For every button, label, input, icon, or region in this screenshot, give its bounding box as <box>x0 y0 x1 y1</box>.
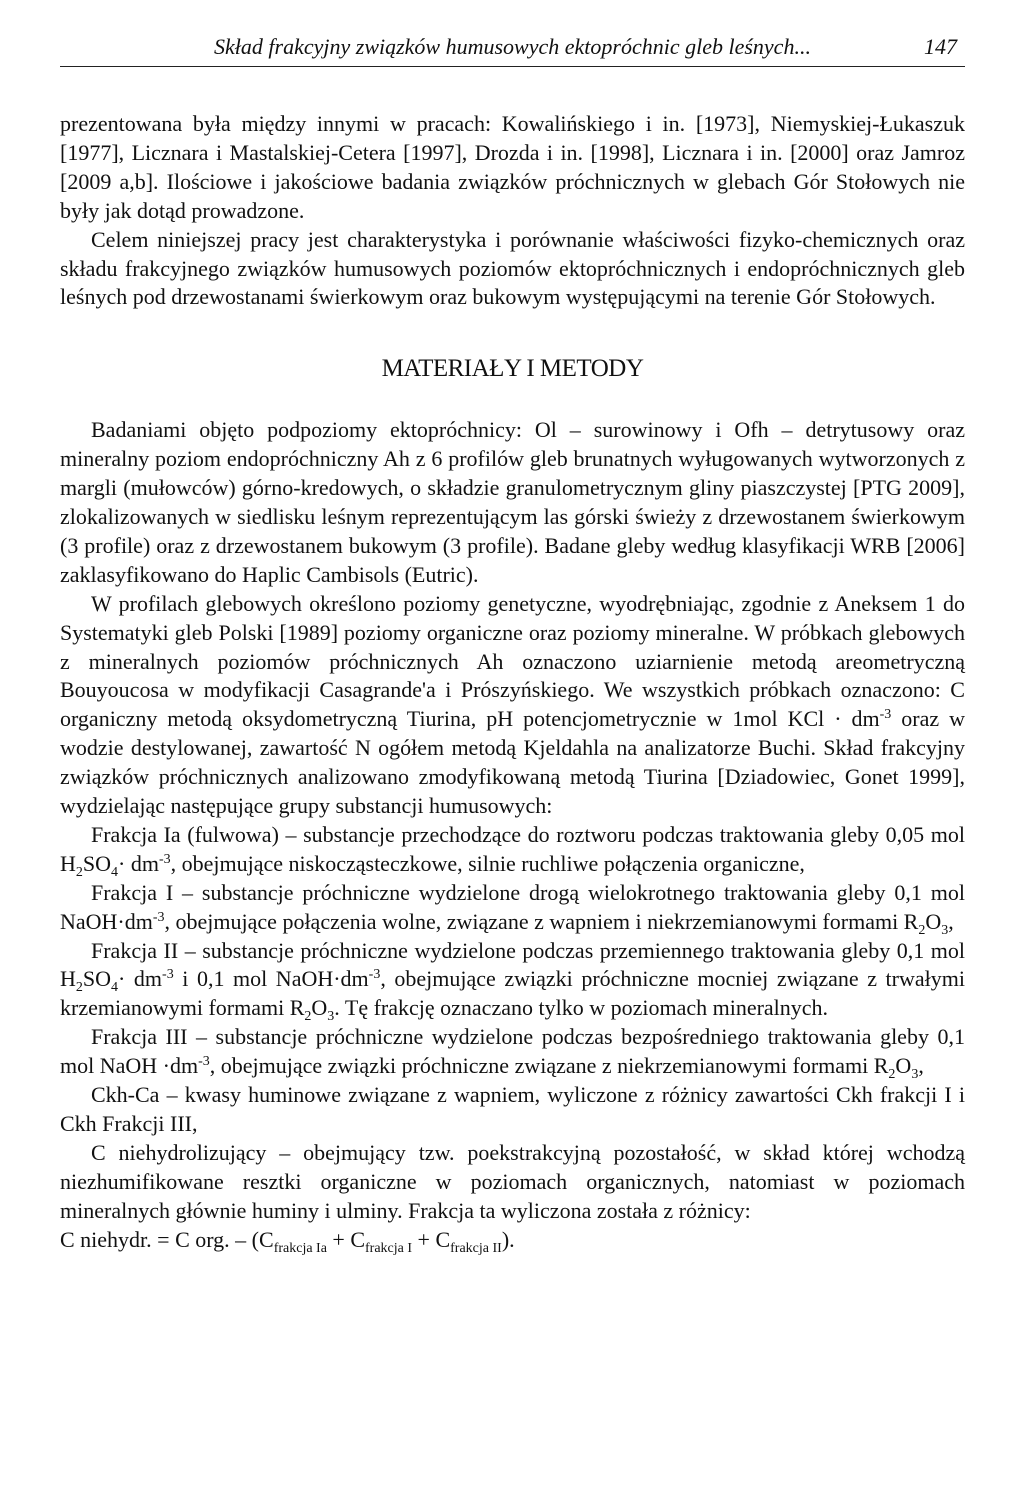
subscript: 3 <box>911 1067 919 1083</box>
fraction-ia <box>60 821 965 879</box>
formula <box>60 1226 965 1255</box>
subscript: 2 <box>304 1009 312 1025</box>
section-title: MATERIAŁY I METODY <box>381 355 644 383</box>
header-title: Skład frakcyjny związków humusowych ektopróchnic gleb leśnych... <box>214 34 811 59</box>
text: , obejmujące połączenia wolne, związane z wapniem i niekrzemianowymi formami R <box>164 908 919 934</box>
running-header <box>60 34 965 60</box>
fraction-iii <box>60 1023 965 1081</box>
text: Frakcja Ia (fulwowa) – substancje przechodzące do roztworu podczas traktowania gleby 0,05 mol H <box>60 821 965 876</box>
text: i 0,1 mol NaOH·dm <box>173 966 369 992</box>
text: oraz w wodzie destylowanej, zawartość N ogółem metodą Kjeldahla na analizatorze Buchi. Skład frakcyjny związków próchnicznych analizowano zmodyfikowaną metodą Tiurina [Dziadowiec, Gonet 1999], wydzielając następujące grupy substancji humusowych: <box>60 706 965 819</box>
subscript: 4 <box>111 864 119 880</box>
page-number: 147 <box>924 34 957 59</box>
text: , obejmujące związki próchniczne mocniej związane z trwałymi krzemianowymi formami R <box>60 966 965 1021</box>
fraction-i <box>60 879 965 937</box>
text: O <box>311 995 328 1021</box>
superscript: -3 <box>152 909 165 925</box>
subscript: 4 <box>111 980 119 996</box>
superscript: -3 <box>158 851 171 867</box>
text: , obejmujące związki próchniczne związane z niekrzemianowymi formami R <box>209 1053 889 1079</box>
text: Frakcja I – substancje próchniczne wydzielone drogą wielokrotnego traktowania gleby 0,1 mol NaOH·dm <box>60 879 965 934</box>
subscript: 2 <box>75 864 83 880</box>
superscript: -3 <box>198 1054 210 1070</box>
subscript: 3 <box>327 1009 335 1025</box>
fraction-ii <box>60 937 965 1024</box>
superscript: -3 <box>368 967 381 983</box>
intro-paragraph-1: prezentowana była między innymi w pracach: Kowalińskiego i in. [1973], Niemyskiej-Łukaszuk [1977], Licznara i Mastalskiej-Cetera [1997], Drozda i in. [1998], Licznara i in. [2000] oraz Jamroz [2009 a,b]. Ilościowe i jakościowe badania związków próchnicznych w glebach Gór Stołowych nie były jak dotąd prowadzone. <box>60 111 965 223</box>
text: ). <box>501 1226 515 1252</box>
text: · dm <box>118 850 159 876</box>
ckh-ca-definition: Ckh-Ca – kwasy huminowe związane z wapniem, wyliczone z różnicy zawartości Ckh frakcji I i Ckh Frakcji III, <box>60 1082 965 1136</box>
subscript: frakcja II <box>450 1240 502 1256</box>
subscript: 3 <box>941 922 949 938</box>
header-rule <box>60 66 965 67</box>
text: O <box>925 908 942 934</box>
subscript: frakcja Ia <box>273 1240 327 1256</box>
text: Frakcja III – substancje próchniczne wydzielone podczas bezpośredniego traktowania gleby 0,1 mol NaOH ·dm <box>60 1024 965 1079</box>
subscript: frakcja I <box>365 1240 413 1256</box>
intro-paragraph-2: Celem niniejszej pracy jest charakterystyka i porównanie właściwości fizyko-chemicznych oraz składu frakcyjnego związków humusowych poziomów ektopróchnicznych i endopróchnicznych gleb leśnych pod drzewostanami świerkowym oraz bukowym występującymi na terenie Gór Stołowych. <box>60 226 965 310</box>
text: , obejmujące niskocząsteczkowe, silnie ruchliwe połączenia organiczne, <box>170 850 805 876</box>
superscript: -3 <box>162 967 174 983</box>
methods-paragraph-2 <box>60 590 965 821</box>
subscript: 2 <box>75 980 83 996</box>
text: SO <box>82 966 112 992</box>
text: + C <box>326 1226 366 1252</box>
text: W profilach glebowych określono poziomy genetyczne, wyodrębniając, zgodnie z Aneksem 1 do Systematyki gleb Polski [1989] poziomy organiczne oraz poziomy mineralne. W próbkach glebowych z mineralnych poziomów próchnicznych Ah oznaczono uziarnienie metodą areometryczną Bouyoucosa w modyfikacji Casagrande'a i Prószyńskiego. We wszystkich próbkach oznaczono: C organiczny metodą oksydometryczną Tiurina, pH potencjometrycznie w 1mol KCl · dm <box>60 590 965 732</box>
superscript: -3 <box>879 707 892 723</box>
text: . Tę frakcję oznaczano tylko w poziomach mineralnych. <box>334 995 829 1021</box>
text: , <box>918 1053 924 1079</box>
subscript: 2 <box>918 922 926 938</box>
text: Frakcja II – substancje próchniczne wydzielone podczas przemiennego traktowania gleby 0,1 mol H <box>60 937 965 992</box>
c-niehydrolizujacy-definition: C niehydrolizujący – obejmujący tzw. poekstrakcyjną pozostałość, w skład której wchodzą niezhumifikowane resztki organiczne w poziomach organicznych, natomiast w poziomach mineralnych głównie huminy i ulminy. Frakcja ta wyliczona została z różnicy: <box>60 1139 965 1223</box>
text: , <box>948 908 954 934</box>
text: SO <box>82 850 112 876</box>
subscript: 2 <box>888 1067 896 1083</box>
methods-paragraph-1: Badaniami objęto podpoziomy ektopróchnicy: Ol – surowinowy i Ofh – detrytusowy oraz mineralny poziom endopróchniczny Ah z 6 profilów gleb brunatnych wyługowanych wytworzonych z margli (mułowców) górno-kredowych, o składzie granulometrycznym gliny piaszczystej [PTG 2009], zlokalizowanych w siedlisku leśnym reprezentującym las górski świeży z drzewostanem świerkowym (3 profile) oraz z drzewostanem bukowym (3 profile). Badane gleby według klasyfikacji WRB [2006] zaklasyfikowano do Haplic Cambisols (Eutric). <box>60 417 965 587</box>
page-body <box>60 110 965 1255</box>
text: C niehydr. = C org. – (C <box>60 1226 274 1252</box>
text: + C <box>412 1226 451 1252</box>
text: · dm <box>118 966 163 992</box>
text: O <box>895 1053 912 1079</box>
